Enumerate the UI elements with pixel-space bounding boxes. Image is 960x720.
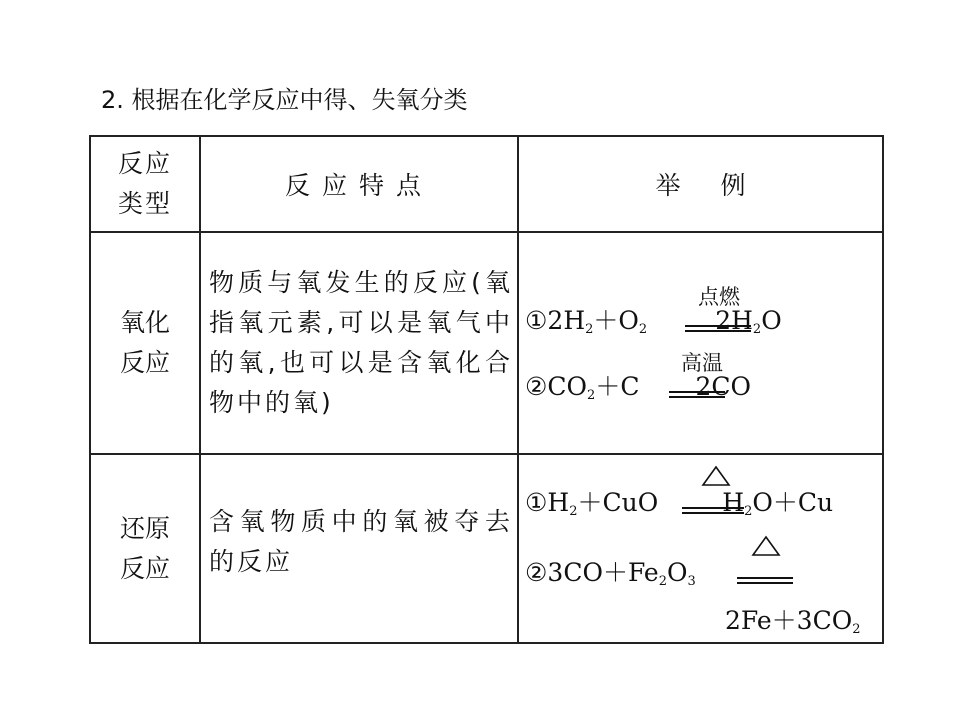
table-header-row	[90, 136, 883, 232]
header-example-a: 举	[655, 171, 681, 200]
eq-reactant: CO	[547, 372, 588, 401]
oxidation-example-cell	[518, 232, 883, 454]
eq-subscript: 2	[638, 322, 648, 337]
reduction-row	[90, 454, 883, 643]
oxidation-type-line1: 氧化	[119, 308, 170, 337]
ignition-condition: 点燃	[698, 285, 740, 309]
eq-product: 2H	[715, 306, 753, 335]
classification-table	[89, 135, 884, 644]
header-type-line2: 类型	[117, 189, 172, 218]
header-type-cell	[90, 136, 200, 232]
eq-product: H	[722, 488, 745, 517]
eq-reactant: H	[547, 488, 570, 517]
eq-subscript: 2	[752, 322, 762, 337]
eq-subscript: 2	[744, 504, 753, 519]
reduction-type-line1: 还原	[119, 513, 170, 543]
equals-sign	[737, 577, 793, 584]
reduction-equation-1	[525, 483, 833, 519]
equals-sign	[669, 391, 725, 398]
eq-number: ①	[525, 306, 548, 335]
header-type-line1: 反应	[117, 149, 172, 178]
reduction-feature-cell: 含氧物质中的氧被夺去的反应	[200, 454, 518, 643]
eq-reactant: ＋C	[595, 372, 640, 401]
equals-sign	[685, 325, 751, 332]
eq-subscript: 2	[852, 622, 861, 637]
reduction-equation-2	[525, 553, 696, 589]
eq-reactant: ＋O	[593, 306, 639, 335]
header-feature-cell: 反应特点	[200, 136, 518, 232]
eq-product: 2CO	[695, 372, 751, 401]
eq-subscript: 3	[687, 574, 696, 589]
eq-number: ②	[525, 372, 548, 401]
section-heading: 2. 根据在化学反应中得、失氧分类	[101, 86, 468, 114]
eq-product: O＋Cu	[752, 488, 834, 517]
reduction-equation-2-products	[725, 601, 861, 637]
eq-reactant: O	[667, 558, 688, 587]
eq-reactant: 2H	[547, 306, 586, 335]
reduction-type-line2: 反应	[119, 553, 170, 583]
eq-reactant: ＋CuO	[577, 488, 659, 517]
eq-product: O	[761, 306, 782, 335]
oxidation-row	[90, 232, 883, 454]
oxidation-feature-cell: 物质与氧发生的反应(氧指氧元素,可以是氧气中的氧,也可以是含氧化合物中的氧)	[200, 232, 518, 454]
eq-subscript: 2	[587, 388, 596, 403]
header-example-b: 例	[720, 171, 746, 200]
eq-subscript: 2	[658, 574, 668, 589]
reduction-type-cell	[90, 454, 200, 643]
high-temperature-condition: 高温	[681, 351, 723, 375]
eq-reactant: 3CO＋Fe	[547, 558, 659, 587]
eq-subscript: 2	[569, 504, 578, 519]
header-example-cell	[518, 136, 883, 232]
oxidation-type-line2: 反应	[119, 348, 170, 377]
oxidation-type-cell	[90, 232, 200, 454]
eq-product: 2Fe＋3CO	[725, 606, 853, 635]
eq-number: ①	[525, 488, 548, 517]
equals-sign	[682, 507, 744, 514]
eq-subscript: 2	[585, 322, 594, 337]
eq-number: ②	[525, 558, 548, 587]
reduction-example-cell	[518, 454, 883, 643]
